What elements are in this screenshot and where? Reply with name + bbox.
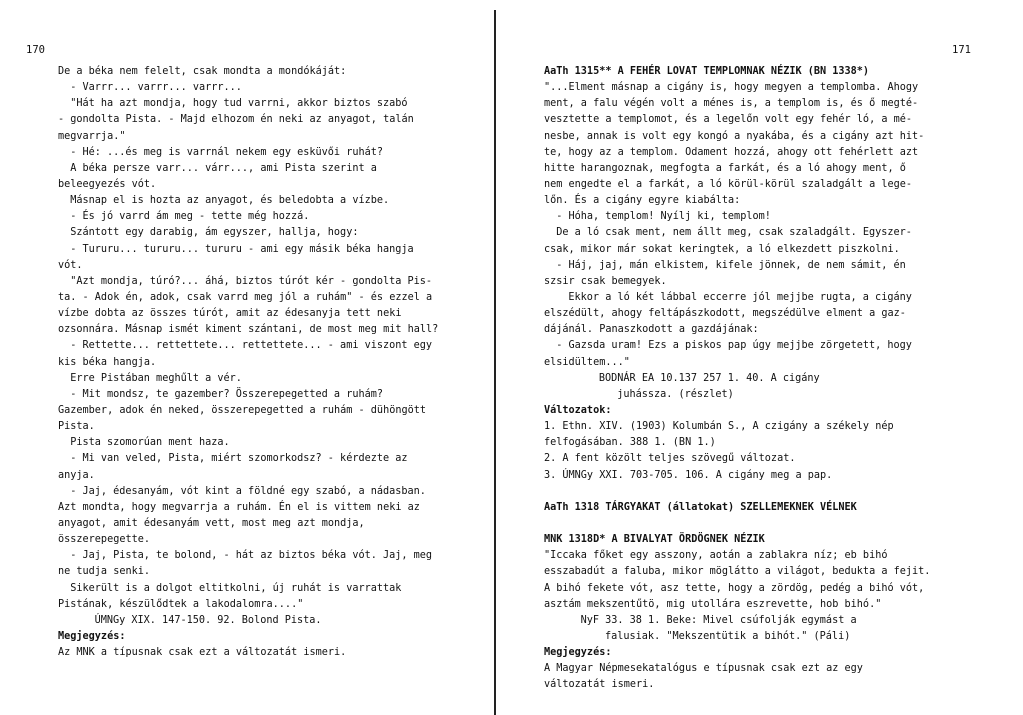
text-line: - Hóha, templom! Nyílj ki, templom! (556, 211, 771, 223)
text-line: "Hát ha azt mondja, hogy tud varrni, akkor biztos szabó (70, 98, 408, 110)
text-line: 1. Ethn. XIV. (1903) Kolumbán S., A czigány a székely nép (544, 421, 894, 433)
text-line: - Hé: ...és meg is varrnál nekem egy esküvői ruhát? (70, 146, 383, 158)
text-line: kis béka hangja. (58, 356, 157, 368)
text-line: vesztette a templomot, és a legelőn volt egy fehér ló, a mé- (544, 114, 913, 126)
text-line: NyF 33. 38 1. Beke: Mivel csúfolják egymást a (580, 614, 857, 626)
text-line: - Varrr... varrr... varrr... (70, 82, 242, 94)
text-line: - Mit mondsz, te gazember? Összerepegetted a ruhám? (70, 388, 383, 400)
text-line: asztám mekszentűtö, mig utollára eszrevette, hob bihó." (544, 598, 882, 610)
text-line: nem engedte el a farkát, a ló körül-körül szaladgált a lege- (544, 178, 913, 190)
text-line: falusiak. "Mekszentütik a bihót." (Páli) (605, 630, 851, 642)
text-line: Gazember, adok én neked, összerepegetted a ruhám - dühöngött (58, 404, 427, 416)
text-line: "...Elment másnap a cigány is, hogy megyen a templomba. Ahogy (544, 82, 919, 94)
text-line: BODNÁR EA 10.137 257 1. 40. A cigány (598, 372, 820, 384)
text-line: - gondolta Pista. - Majd elhozom én neki az anyagot, talán (58, 114, 414, 126)
text-line: összerepegette. (58, 534, 151, 546)
text-line: - Jaj, édesanyám, vót kint a földné egy szabó, a nádasban. (70, 485, 426, 497)
text-line: De a ló csak ment, nem állt meg, csak szaladgált. Egyszer- (556, 227, 912, 239)
text-line: A Magyar Népmesekatalógus e típusnak csak ezt az egy (544, 663, 863, 675)
text-line (544, 484, 930, 500)
text-line: beleegyezés vót. (58, 178, 157, 190)
text-line: hitte harangoznak, megfogta a farkát, és a ló ahogy ment, ő (544, 162, 906, 174)
text-line: te, hogy az a templom. Odament hozzá, ahogy ott fehérlett azt (544, 146, 919, 158)
text-line: anyagot, amit édesanyám vett, most meg azt mondja, (58, 517, 365, 529)
text-line: "Azt mondja, túró?... áhá, biztos túrót kér - gondolta Pis- (70, 275, 433, 287)
text-line: Megjegyzés: (58, 630, 126, 642)
text-line: De a béka nem felelt, csak mondta a mondókáját: (58, 66, 347, 77)
text-line: AaTh 1315** A FEHÉR LOVAT TEMPLOMNAK NÉZIK (BN 1338*) (544, 66, 870, 77)
text-line: Pista szomorúan ment haza. (70, 437, 230, 449)
text-line: esszabadút a faluba, mikor möglátto a világot, bedukta a fejit. (544, 566, 931, 578)
text-line: nesbe, annak is volt egy kongó a nyakába, és a cigány azt hit- (544, 130, 925, 142)
page-number: 170 (26, 44, 45, 56)
text-line: - Háj, jaj, mán elkistem, kifele jönnek, de nem sámit, én (556, 259, 906, 271)
text-line: A béka persze varr... várr..., ami Pista szerint a (70, 162, 377, 174)
text-line: 3. ÚMNGy XXI. 703-705. 106. A cigány meg a pap. (544, 469, 833, 481)
text-line: Az MNK a típusnak csak ezt a változatát ismeri. (58, 647, 347, 659)
text-line: Sikerült is a dolgot eltitkolni, új ruhát is varrattak (70, 582, 402, 594)
text-line: vízbe dobta az összes túrót, amit az édesanyja tett neki (58, 308, 402, 320)
text-line: - És jó varrd ám meg - tette még hozzá. (70, 211, 310, 223)
text-line: juhássza. (részlet) (617, 388, 734, 400)
text-line: dájánál. Panaszkodott a gazdájának: (544, 324, 759, 336)
text-line: anyja. (58, 469, 95, 481)
text-line: Megjegyzés: (544, 647, 612, 659)
text-line: ne tudja senki. (58, 566, 151, 578)
text-line: Azt mondta, hogy megvarrja a ruhám. Én el is vittem neki az (58, 501, 420, 513)
text-line: Ekkor a ló két lábbal eccerre jól mejjbe rugta, a cigány (568, 291, 912, 303)
text-line: ment, a falu végén volt a ménes is, a templom is, és ő megté- (544, 98, 919, 110)
text-line: változatát ismeri. (544, 679, 655, 691)
left-page (0, 0, 496, 715)
text-line: - Mi van veled, Pista, miért szomorkodsz? - kérdezte az (70, 453, 408, 465)
text-line: Szántott egy darabig, ám egyszer, hallja, hogy: (70, 227, 359, 239)
text-line: - Tururu... tururu... tururu - ami egy másik béka hangja (70, 243, 414, 255)
text-line: - Jaj, Pista, te bolond, - hát az biztos béka vót. Jaj, meg (70, 550, 433, 562)
text-line: - Rettette... rettettete... rettettete... - ami viszont egy (70, 340, 433, 352)
text-line: MNK 1318D* A BIVALYAT ÖRDÖGNEK NÉZIK (544, 534, 765, 546)
text-line: elszédült, ahogy feltápászkodott, megszédülve elment a gaz- (544, 308, 906, 320)
text-line: felfogásában. 388 1. (BN 1.) (544, 437, 716, 449)
text-line: vót. (58, 259, 83, 271)
text-line: megvarrja." (58, 130, 126, 142)
page-number: 171 (952, 44, 971, 56)
text-line: Pista. (58, 421, 95, 433)
text-line (544, 516, 930, 532)
text-line: 2. A fent közölt teljes szövegű változat. (544, 453, 796, 465)
text-line: elsidültem..." (544, 356, 630, 368)
text-line: lőn. És a cigány egyre kiabálta: (544, 195, 741, 207)
text-line: ÚMNGy XIX. 147-150. 92. Bolond Pista. (94, 614, 322, 626)
book-gutter (494, 10, 496, 715)
text-line: szsir csak bemegyek. (544, 275, 667, 287)
left-text-block (58, 64, 438, 661)
text-line: Erre Pistában meghűlt a vér. (70, 372, 242, 384)
text-line: AaTh 1318 TÁRGYAKAT (állatokat) SZELLEMEKNEK VÉLNEK (544, 501, 857, 513)
text-line: Pistának, készülődtek a lakodalomra...." (58, 598, 304, 610)
text-line: "Iccaka főket egy asszony, aotán a zablakra níz; eb bihó (544, 550, 888, 562)
text-line: ozsonnára. Másnap ismét kiment szántani, de most meg mit hall? (58, 324, 439, 336)
right-page (500, 0, 1023, 715)
text-line: - Gazsda uram! Ezs a piskos pap úgy mejjbe zörgetett, hogy (556, 340, 912, 352)
text-line: Változatok: (544, 404, 612, 416)
text-line: A bihó fekete vót, asz tette, hogy a zördög, pedég a bihó vót, (544, 582, 925, 594)
text-line: ta. - Adok én, adok, csak varrd meg jól a ruhám" - és ezzel a (58, 291, 433, 303)
right-text-block (544, 64, 930, 693)
text-line: Másnap el is hozta az anyagot, és beledobta a vízbe. (70, 195, 390, 207)
text-line: csak, mikor már sokat keringtek, a ló elkezdett piszkolni. (544, 243, 900, 255)
